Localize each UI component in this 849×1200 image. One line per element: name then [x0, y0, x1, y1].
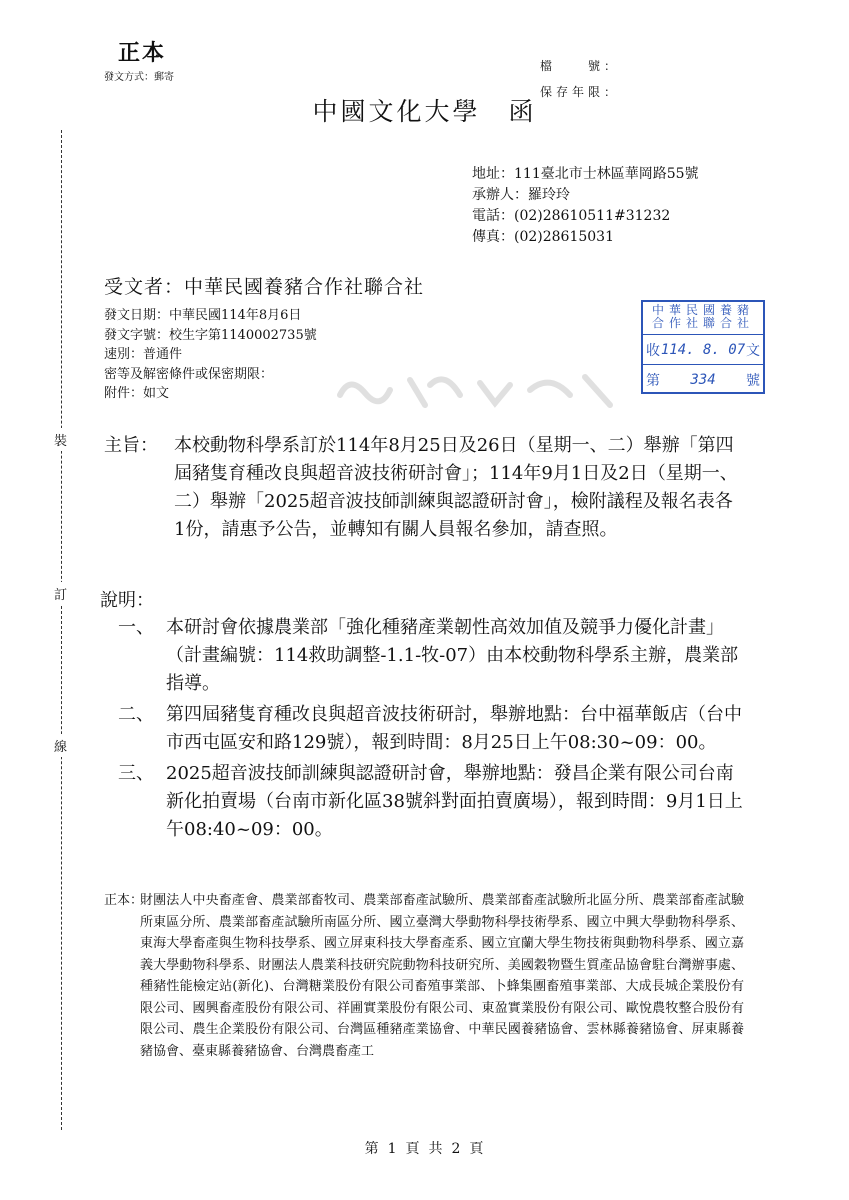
page-end: 頁: [469, 1141, 485, 1157]
receive-stamp: [641, 300, 765, 394]
stamp-number: 334: [690, 371, 716, 388]
page-mid: 頁: [405, 1141, 421, 1157]
page-total-word: 共: [428, 1141, 444, 1157]
attachment: 附件：如文: [104, 386, 170, 401]
page-word: 第: [364, 1141, 380, 1157]
confidentiality: 密等及解密條件或保密期限：: [104, 366, 274, 382]
binding-line: [61, 130, 62, 1130]
original-copy-mark: 正本: [118, 40, 167, 66]
issue-date: 發文日期：中華民國114年8月6日: [104, 308, 302, 323]
page-total: 2: [451, 1141, 462, 1157]
cc-list: 財團法人中央畜產會、農業部畜牧司、農業部畜產試驗所、農業部畜產試驗所北區分所、農業部畜產試驗所東區分所、農業部畜產試驗所南區分所、國立臺灣大學動物科學技術學系、國立中興大學動物科學系、東海大學畜產與生物科技學系、國立屏東科技大學畜產系、國立宜蘭大學生物技術與動物科學系、國立嘉義大學動物科學系、財團法人農業科技研究院動物科技研究所、美國穀物暨生質產品協會駐台灣辦事處、種豬性能檢定站(新化)、台灣糖業股份有限公司畜殖事業部、卜蜂集團畜殖事業部、大成長城企業股份有限公司、國興畜產股份有限公司、祥圃實業股份有限公司、東盈實業股份有限公司、歐悅農牧整合股份有限公司、農生企業股份有限公司、台灣區種豬產業協會、中華民國養豬協會、雲林縣養豬協會、屏東縣養豬協會、臺東縣養豬協會、台灣農畜產工: [140, 893, 744, 1059]
item-text: 本研討會依據農業部「強化種豬產業韌性高效加值及競爭力優化計畫」（計畫編號：114救助調整-1.1-牧-07）由本校動物科學系主辦，農業部指導。: [166, 617, 739, 694]
stamp-date-row: [643, 335, 763, 365]
retention-label: 保存年限：: [540, 85, 621, 99]
binding-char-xian: 線: [54, 734, 67, 757]
phone: 電話：(02)28610511#31232: [472, 208, 671, 224]
page-current: 1: [387, 1141, 398, 1157]
address: 地址：111臺北市士林區華岡路55號: [472, 166, 699, 182]
explanation-item: [118, 701, 744, 757]
item-number: 一、: [118, 617, 154, 638]
subject-label: 主旨：: [104, 435, 158, 456]
faint-seal-impression: [330, 365, 630, 415]
document-meta: [104, 306, 317, 404]
subject-text: 本校動物科學系訂於114年8月25日及26日（星期一、二）舉辦「第四屆豬隻育種改良與超音波技術研討會」；114年9月1日及2日（星期一、二）舉辦「2025超音波技師訓練與認證研討會」，檢附議程及報名表各1份，請惠予公告，並轉知有關人員報名參加，請查照。: [174, 435, 738, 540]
handler: 承辦人：羅玲玲: [472, 187, 570, 203]
stamp-org: [643, 302, 763, 335]
original-recipients: [104, 890, 744, 1062]
subject-section: [104, 432, 744, 544]
stamp-date: 114. 8. 07: [660, 341, 746, 358]
binding-char-zhuang: 裝: [54, 428, 67, 451]
reference-number: 發文字號：校生字第1140002735號: [104, 327, 317, 343]
stamp-org-line1: 中華民國養豬: [651, 303, 754, 317]
explanation-list: [118, 614, 744, 847]
explanation-item: [118, 614, 744, 698]
contact-block: [472, 164, 699, 248]
stamp-number-row: [643, 365, 763, 394]
delivery-speed: 速別：普通件: [104, 347, 183, 362]
page-number: [0, 1138, 849, 1158]
item-text: 第四屆豬隻育種改良與超音波技術研討，舉辦地點：台中福華飯店（台中市西屯區安和路129號），報到時間：8月25日上午08:30~09：00。: [166, 704, 742, 753]
document-title: 中國文化大學 函: [312, 97, 537, 126]
archive-no-label: 檔 號：: [540, 59, 621, 73]
item-number: 三、: [118, 763, 154, 784]
item-number: 二、: [118, 704, 154, 725]
recipient: 受文者：中華民國養豬合作社聯合社: [104, 276, 425, 298]
stamp-org-line2: 合作社聯合社: [651, 316, 754, 330]
send-method: 發文方式：郵寄: [104, 72, 174, 83]
explanation-label: 說明：: [100, 590, 154, 611]
binding-char-ding: 訂: [54, 582, 67, 605]
item-text: 2025超音波技師訓練與認證研討會，舉辦地點：發昌企業有限公司台南新化拍賣場（台南市新化區38號斜對面拍賣廣場），報到時間：9月1日上午08:40~09：00。: [166, 763, 743, 840]
explanation-item: [118, 760, 744, 844]
stamp-suffix-char: 號: [745, 372, 760, 389]
stamp-doc-char: 文: [745, 342, 760, 359]
stamp-prefix-char: 第: [646, 372, 660, 389]
stamp-recv-char: 收: [646, 342, 660, 359]
cc-label: 正本：: [104, 893, 144, 908]
fax: 傳真：(02)28615031: [472, 229, 614, 245]
